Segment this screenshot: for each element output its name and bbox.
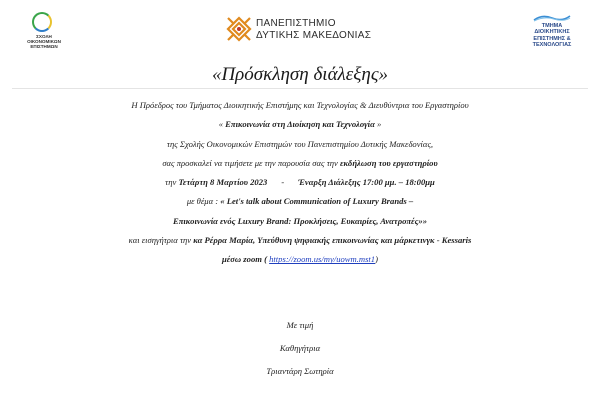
university-name (256, 18, 371, 42)
lab-name-open: « (218, 119, 226, 130)
body-line-3: της Σχολής Οικονομικών Επιστημών του Πανεπιστημίου Δυτικής Μακεδονίας, (166, 138, 434, 149)
body-line-6 (0, 192, 600, 211)
zoom-link-open: ( (261, 254, 270, 265)
event-date: Τετάρτη 8 Μαρτίου 2023 (178, 177, 268, 188)
invitation-title: «Πρόσκληση διάλεξης» (211, 64, 389, 85)
school-logo-mark-icon (32, 12, 52, 32)
school-logo-line-1: ΣΧΟΛΗ (36, 34, 52, 39)
signature-role: Καθηγήτρια (279, 343, 321, 353)
school-logo-line-2: ΟΙΚΟΝΟΜΙΚΩΝ (27, 39, 61, 44)
divider (12, 88, 588, 89)
event-label: εκδήλωση του εργαστηρίου (340, 157, 438, 168)
signature-block (0, 314, 600, 383)
school-logo-line-3: ΕΠΙΣΤΗΜΩΝ (30, 44, 58, 49)
department-logo-line-1: ΤΜΗΜΑ (541, 23, 563, 29)
school-logo-text (14, 34, 74, 49)
department-logo (512, 14, 592, 54)
date-prefix: την (165, 177, 179, 188)
university-name-line-2: ΔΥΤΙΚΗΣ ΜΑΚΕΔΟΝΙΑΣ (256, 30, 372, 41)
body-line-9 (0, 250, 600, 269)
date-separator: - (281, 177, 285, 188)
school-logo (14, 12, 74, 52)
department-logo-ribbon-icon (532, 14, 572, 22)
invite-text: σας προσκαλεί να τιμήσετε με την παρουσία σας την (162, 157, 340, 168)
body-line-7 (0, 212, 600, 231)
university-name-line-1: ΠΑΝΕΠΙΣΤΗΜΙΟ (256, 18, 336, 29)
body-line-1: Η Πρόεδρος του Τμήματος Διοικητικής Επιστήμης και Τεχνολογίας & Διευθύντρια του Εργαστηρίου (131, 100, 469, 110)
zoom-link-close: ) (375, 254, 378, 265)
signature-name: Τριαντάρη Σωτηρία (266, 366, 334, 376)
event-time: Έναρξη Διάλεξης 17:00 μμ. – 18:00μμ (298, 177, 435, 188)
department-logo-line-4: ΤΕΧΝΟΛΟΓΙΑΣ (532, 41, 572, 48)
department-logo-line-2: ΔΙΟΙΚΗΤΙΚΗΣ (534, 29, 570, 36)
zoom-label: μέσω zoom (222, 254, 262, 265)
signature-closing: Με τιμή (286, 320, 314, 330)
topic-english: « Let's talk about Communication of Luxury Brands – (220, 196, 414, 207)
body-line-4 (0, 154, 600, 173)
lab-name-close: » (374, 119, 382, 130)
speaker-details: κα Ρέρρα Μαρία, Υπεύθυνη ψηφιακής επικοινωνίας και μάρκετινγκ - Kessaris (193, 235, 472, 246)
body-line-5 (0, 173, 600, 192)
topic-prefix: με θέμα : (186, 196, 221, 207)
invitation-body (0, 96, 600, 270)
body-line-8 (0, 231, 600, 250)
department-logo-line-3: ΕΠΙΣΤΗΜΗΣ & (533, 35, 571, 42)
zoom-link[interactable]: https://zoom.us/my/uowm.mst1 (269, 254, 376, 265)
university-logo (226, 14, 386, 46)
university-emblem-icon (226, 16, 252, 42)
header (0, 0, 600, 58)
lab-name: Επικοινωνία στη Διοίκηση και Τεχνολογία (225, 119, 375, 130)
body-line-2 (0, 115, 600, 134)
department-logo-text (512, 23, 592, 48)
speaker-prefix: και εισηγήτρια την (128, 235, 194, 246)
topic-greek: Επικοινωνία ενός Luxury Brand: Προκλήσεις, Ευκαιρίες, Ανατροπές»» (172, 215, 427, 226)
